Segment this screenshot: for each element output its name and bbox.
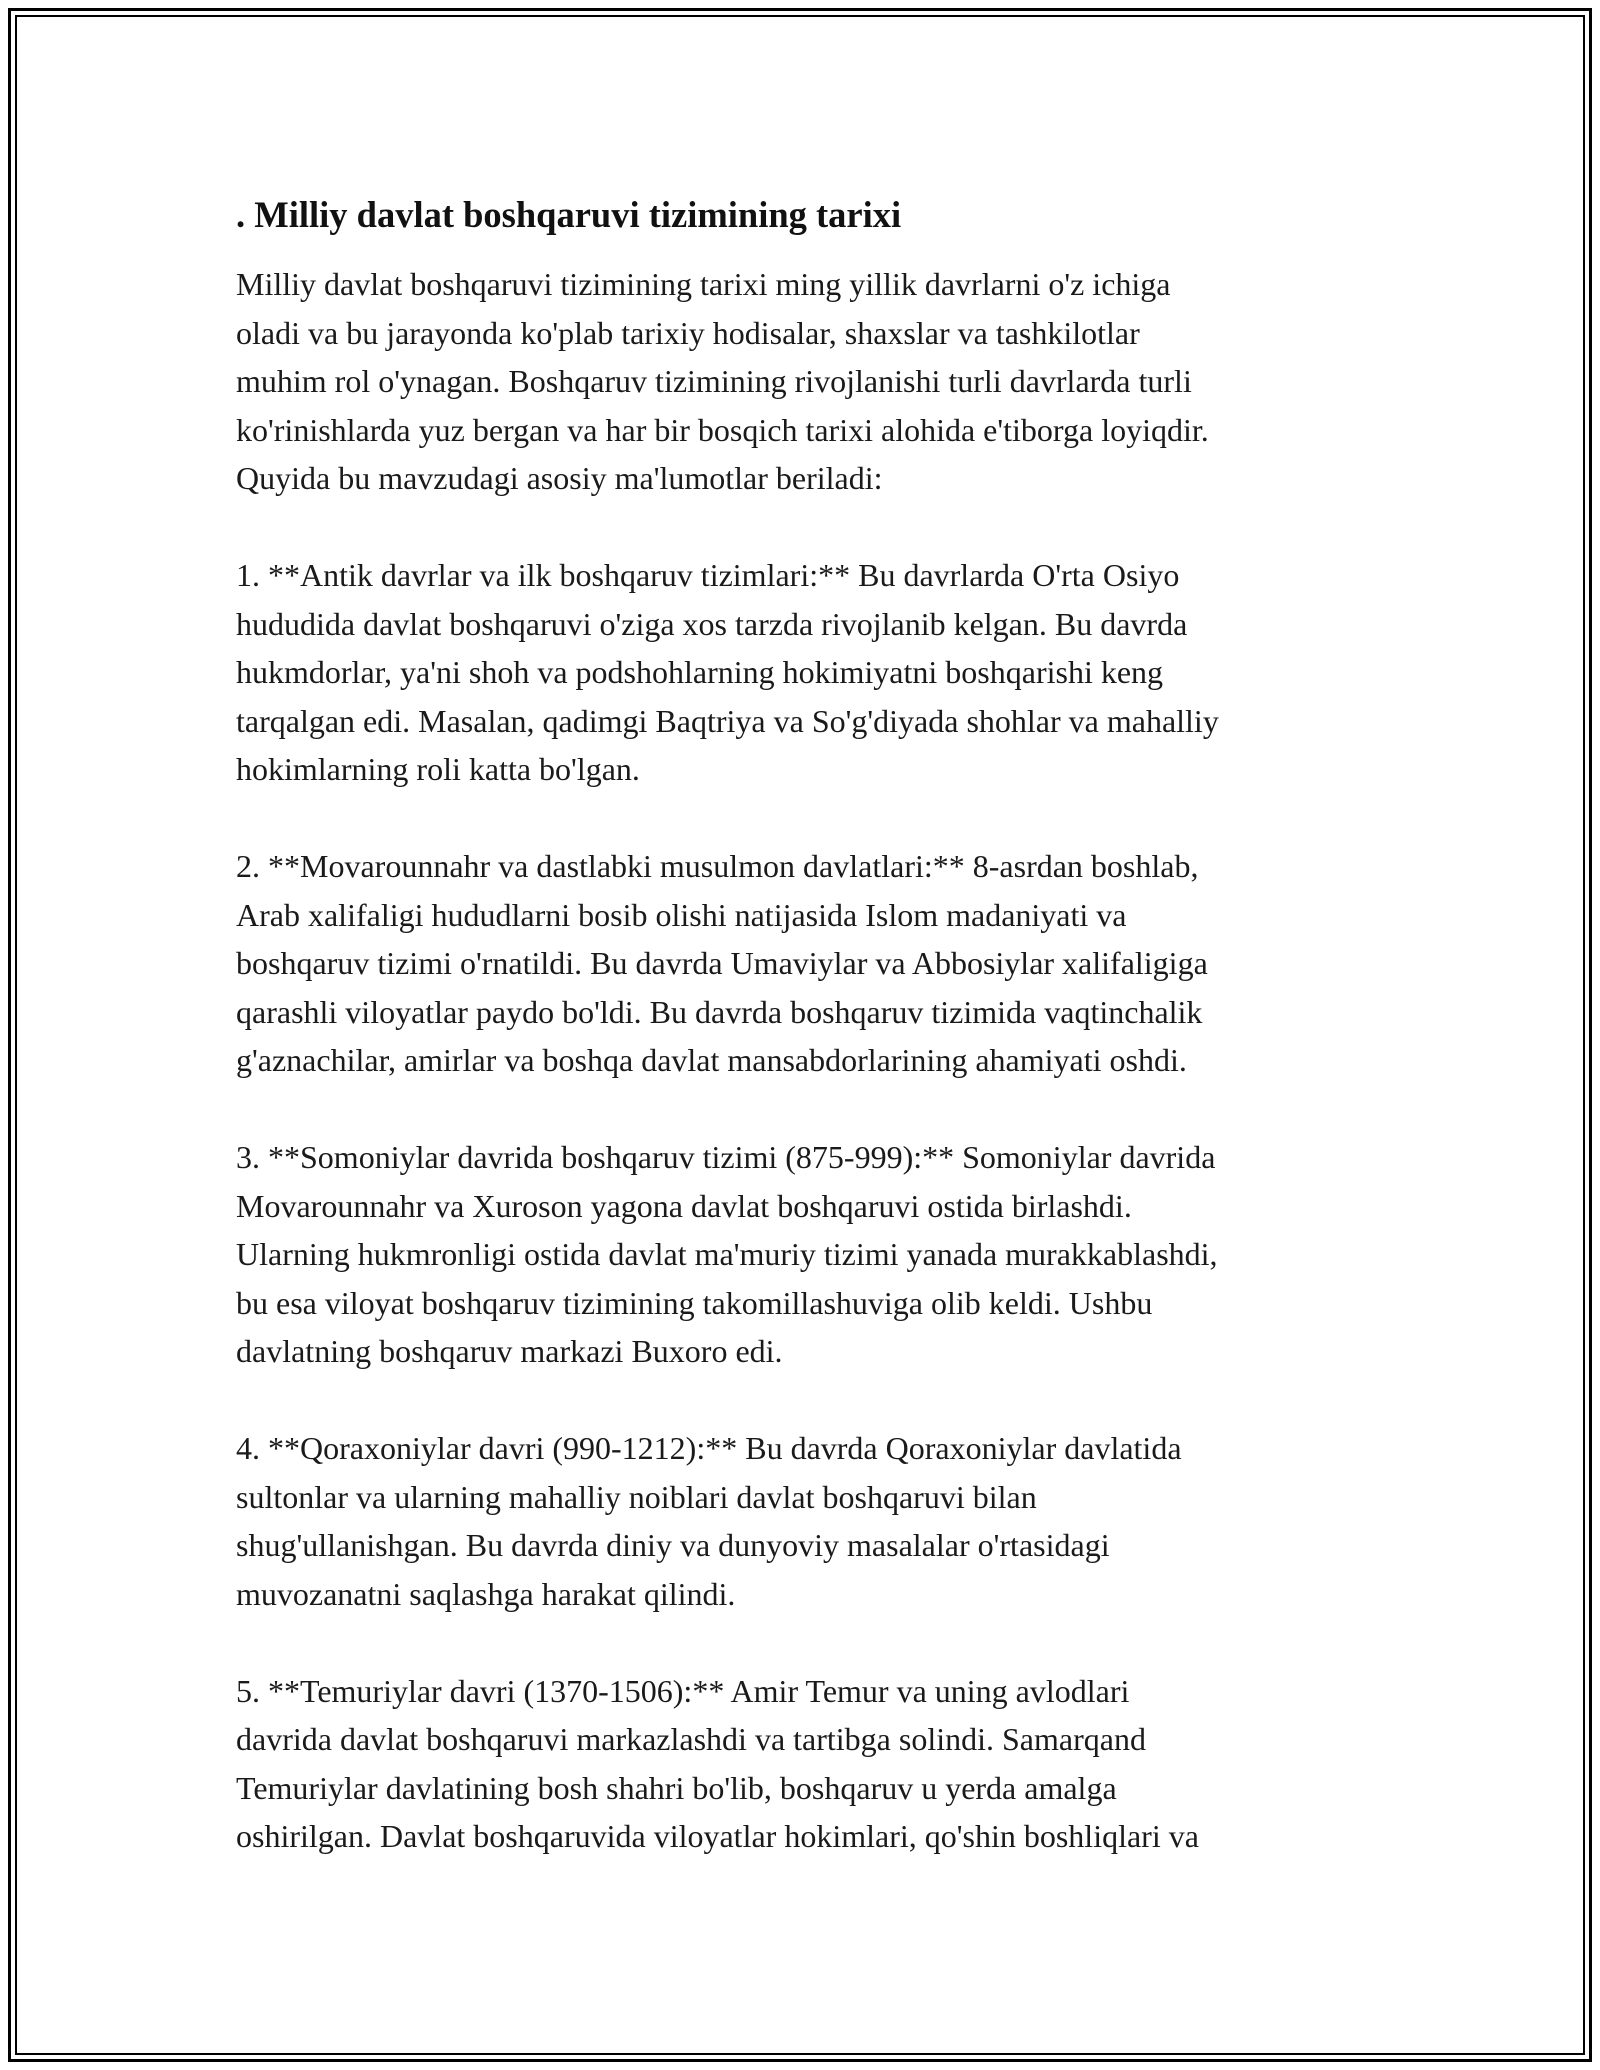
document-title: . Milliy davlat boshqaruvi tizimining tarixi (236, 194, 902, 235)
text-line: 2. **Movarounnahr va dastlabki musulmon davlatlari:** 8-asrdan boshlab, (236, 848, 1199, 884)
text-line: hukmdorlar, ya'ni shoh va podshohlarning hokimiyatni boshqarishi keng (236, 654, 1164, 690)
text-line: 5. **Temuriylar davri (1370-1506):** Amir Temur va uning avlodlari (236, 1672, 1130, 1709)
text-line: Ularning hukmronligi ostida davlat ma'muriy tizimi yanada murakkablashdi, (236, 1236, 1218, 1272)
text-line: muvozanatni saqlashga harakat qilindi. (236, 1575, 736, 1612)
text-line: davlatning boshqaruv markazi Buxoro edi. (236, 1333, 783, 1369)
text-line: Movarounnahr va Xuroson yagona davlat boshqaruvi ostida birlashdi. (236, 1187, 1132, 1224)
text-line: hududida davlat boshqaruvi o'ziga xos tarzda rivojlanib kelgan. Bu davrda (236, 605, 1188, 642)
text-line: Quyida bu mavzudagi asosiy ma'lumotlar beriladi: (236, 460, 883, 496)
paragraph-item-5 (236, 1667, 1386, 1861)
text-line: oladi va bu jarayonda ko'plab tarixiy hodisalar, shaxslar va tashkilotlar (236, 314, 1140, 351)
text-line: oshirilgan. Davlat boshqaruvida viloyatlar hokimlari, qo'shin boshliqlari va (236, 1818, 1199, 1854)
text-line: davrida davlat boshqaruvi markazlashdi va tartibga solindi. Samarqand (236, 1721, 1146, 1757)
text-line: bu esa viloyat boshqaruv tizimining takomillashuviga olib keldi. Ushbu (236, 1284, 1153, 1321)
text-line: 3. **Somoniylar davrida boshqaruv tizimi (875-999):** Somoniylar davrida (236, 1139, 1216, 1175)
paragraph-item-2 (236, 842, 1386, 1085)
text-line: sultonlar va ularning mahalliy noiblari davlat boshqaruvi bilan (236, 1478, 1037, 1515)
text-line: 1. **Antik davrlar va ilk boshqaruv tizimlari:** Bu davrlarda O'rta Osiyo (236, 557, 1180, 593)
text-line: tarqalgan edi. Masalan, qadimgi Baqtriya va So'g'diyada shohlar va mahalliy (236, 702, 1219, 739)
document-body (236, 190, 1386, 1909)
text-line: Milliy davlat boshqaruvi tizimining tarixi ming yillik davrlarni o'z ichiga (236, 266, 1171, 302)
paragraph-intro (236, 260, 1386, 503)
text-line: shug'ullanishgan. Bu davrda diniy va dunyoviy masalalar o'rtasidagi (236, 1527, 1110, 1563)
text-line: Arab xalifaligi hududlarni bosib olishi natijasida Islom madaniyati va (236, 896, 1127, 933)
text-line: g'aznachilar, amirlar va boshqa davlat mansabdorlarining ahamiyati oshdi. (236, 1042, 1187, 1078)
text-line: boshqaruv tizimi o'rnatildi. Bu davrda Umaviylar va Abbosiylar xalifaligiga (236, 945, 1208, 981)
text-line: ko'rinishlarda yuz bergan va har bir bosqich tarixi alohida e'tiborga loyiqdir. (236, 411, 1209, 448)
text-line: qarashli viloyatlar paydo bo'ldi. Bu davrda boshqaruv tizimida vaqtinchalik (236, 993, 1203, 1030)
paragraph-item-3 (236, 1133, 1386, 1376)
paragraph-item-4 (236, 1424, 1386, 1618)
text-line: 4. **Qoraxoniylar davri (990-1212):** Bu davrda Qoraxoniylar davlatida (236, 1430, 1182, 1466)
text-line: Temuriylar davlatining bosh shahri bo'lib, boshqaruv u yerda amalga (236, 1769, 1117, 1806)
text-line: muhim rol o'ynagan. Boshqaruv tizimining rivojlanishi turli davrlarda turli (236, 363, 1192, 399)
text-line: hokimlarning roli katta bo'lgan. (236, 751, 640, 787)
paragraph-item-1 (236, 551, 1386, 794)
